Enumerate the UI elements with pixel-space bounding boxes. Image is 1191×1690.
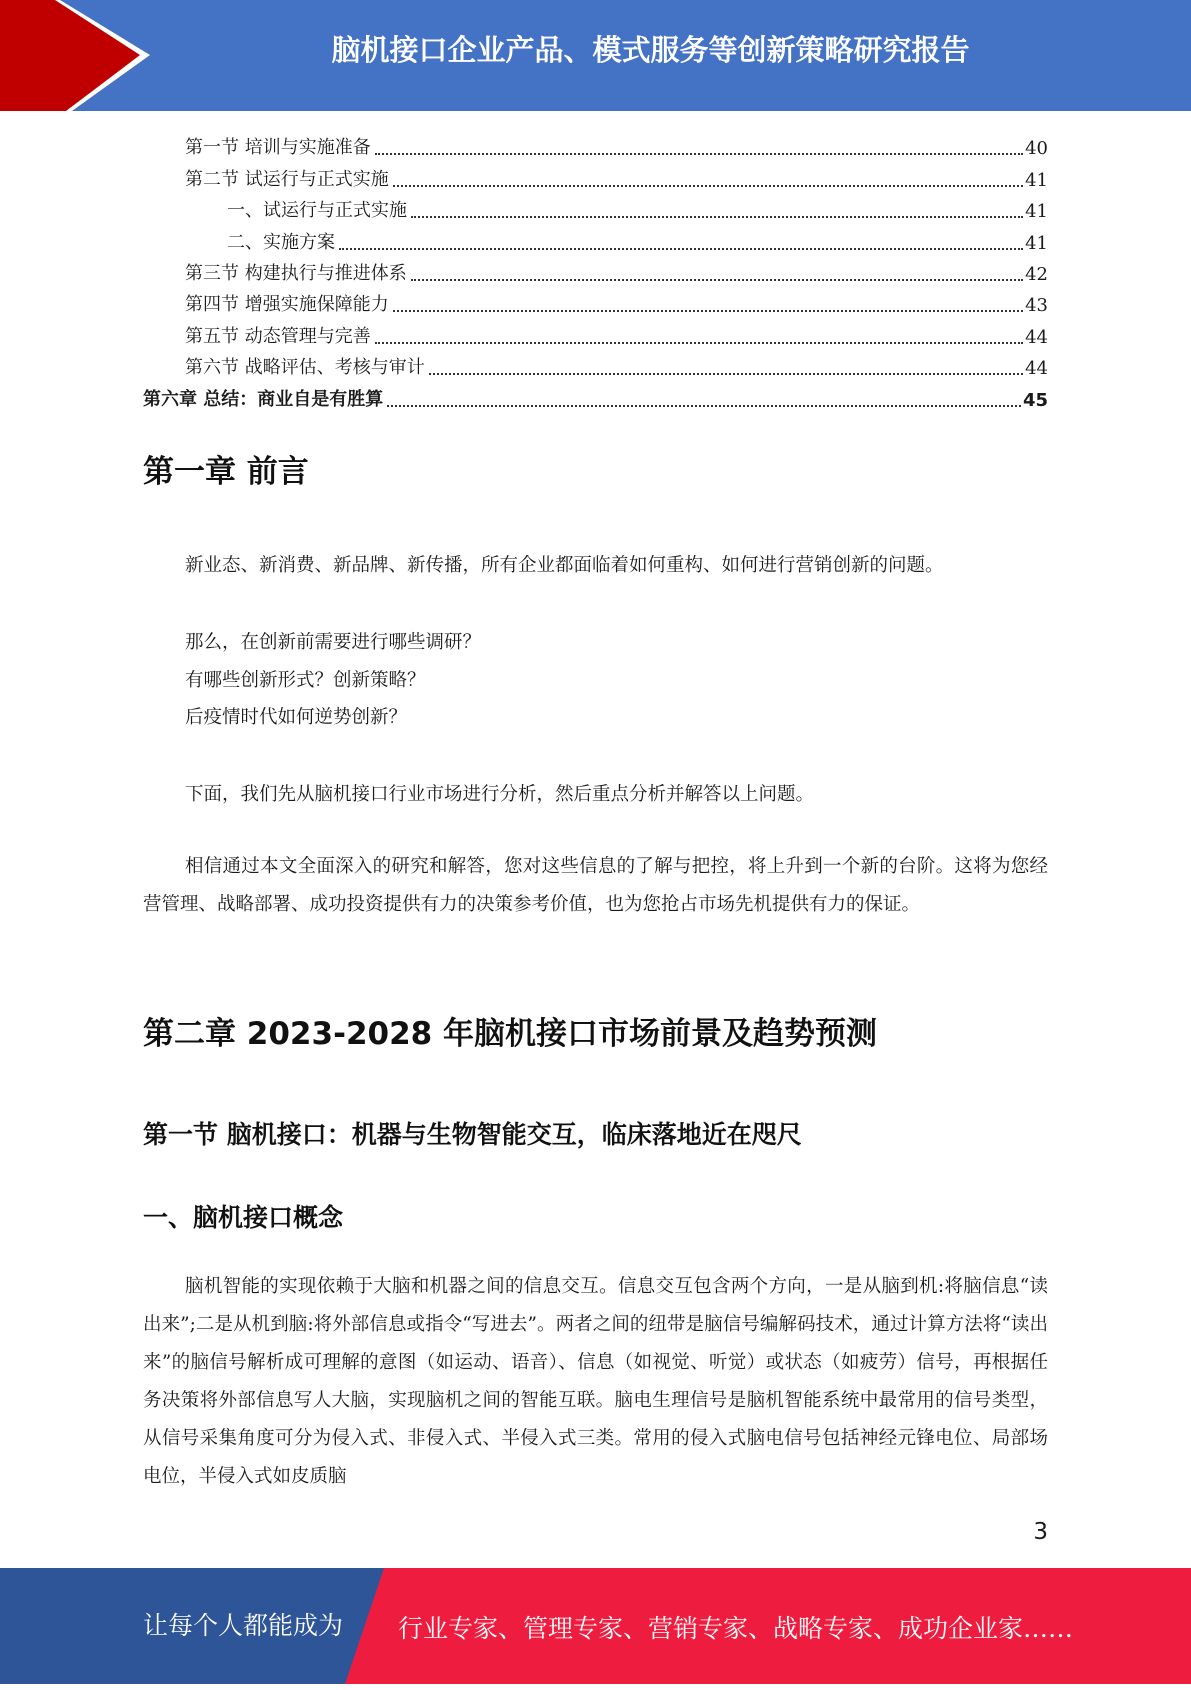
preface-paragraph-2: 下面，我们先从脑机接口行业市场进行分析，然后重点分析并解答以上问题。 bbox=[185, 784, 815, 805]
toc-entry-label: 二、实施方案 bbox=[227, 231, 335, 253]
toc-leader-dots bbox=[387, 405, 1021, 407]
toc-leader-dots bbox=[393, 185, 1023, 187]
toc-leader-dots bbox=[429, 373, 1023, 375]
toc-entry-page: 44 bbox=[1025, 326, 1048, 348]
footer-slogan-right: 行业专家、管理专家、营销专家、战略专家、成功企业家…… bbox=[398, 1614, 1074, 1643]
toc-entry-label: 第三节 构建执行与推进体系 bbox=[185, 262, 407, 284]
page-footer bbox=[0, 1568, 1191, 1684]
toc-entry-page: 40 bbox=[1025, 138, 1048, 160]
preface-question-3: 后疫情时代如何逆势创新？ bbox=[185, 707, 408, 728]
toc-entry-label: 第四节 增强实施保障能力 bbox=[185, 294, 389, 316]
toc-leader-dots bbox=[411, 279, 1023, 281]
page-number: 3 bbox=[1033, 1519, 1048, 1545]
preface-question-2: 有哪些创新形式？创新策略？ bbox=[185, 670, 426, 691]
chapter-1-heading: 第一章 前言 bbox=[143, 454, 309, 490]
table-of-contents bbox=[143, 128, 1048, 411]
page-header bbox=[0, 0, 1191, 111]
toc-leader-dots bbox=[411, 216, 1023, 218]
toc-entry[interactable] bbox=[143, 254, 1048, 285]
section-1-heading: 第一节 脑机接口：机器与生物智能交互，临床落地近在咫尺 bbox=[143, 1120, 802, 1149]
preface-paragraph-3: 相信通过本文全面深入的研究和解答，您对这些信息的了解与把控，将上升到一个新的台阶。这将为您经营管理、战略部署、成功投资提供有力的决策参考价值，也为您抢占市场先机提供有力的保证。 bbox=[143, 856, 1048, 915]
header-title: 脑机接口企业产品、模式服务等创新策略研究报告 bbox=[331, 33, 970, 67]
toc-entry-page: 41 bbox=[1025, 232, 1048, 254]
toc-entry-label: 一、试运行与正式实施 bbox=[227, 200, 407, 222]
toc-entry-label: 第五节 动态管理与完善 bbox=[185, 325, 371, 347]
toc-entry-page: 44 bbox=[1025, 358, 1048, 380]
toc-entry-page: 41 bbox=[1025, 169, 1048, 191]
toc-entry-label: 第一节 培训与实施准备 bbox=[185, 137, 371, 159]
concept-paragraph: 脑机智能的实现依赖于大脑和机器之间的信息交互。信息交互包含两个方向，一是从脑到机:将脑信息“读出来”;二是从机到脑:将外部信息或指令“写进去”。两者之间的纽带是脑信号编解码技术，通过计算方法将“读出来”的脑信号解析成可理解的意图（如运动、语音）、信息（如视觉、听觉）或状态（如疲劳）信号，再根据任务决策将外部信息写人大脑，实现脑机之间的智能互联。脑电生理信号是脑机智能系统中最常用的信号类型，从信号采集角度可分为侵入式、非侵入式、半侵入式三类。常用的侵入式脑电信号包括神经元锋电位、局部场电位，半侵入式如皮质脑 bbox=[143, 1276, 1048, 1487]
toc-entry-page: 42 bbox=[1025, 263, 1048, 285]
toc-leader-dots bbox=[375, 153, 1023, 155]
chapter-2-heading: 第二章 2023-2028 年脑机接口市场前景及趋势预测 bbox=[143, 1016, 878, 1052]
toc-entry[interactable] bbox=[143, 222, 1048, 253]
toc-leader-dots bbox=[339, 248, 1023, 250]
toc-leader-dots bbox=[393, 310, 1023, 312]
toc-entry-page: 41 bbox=[1025, 201, 1048, 223]
toc-entry-label: 第二节 试运行与正式实施 bbox=[185, 168, 389, 190]
toc-entry[interactable] bbox=[143, 159, 1048, 190]
toc-entry[interactable] bbox=[143, 128, 1048, 159]
toc-entry-page: 45 bbox=[1022, 389, 1048, 411]
toc-entry[interactable] bbox=[143, 285, 1048, 316]
toc-entry-label: 第六节 战略评估、考核与审计 bbox=[185, 357, 425, 379]
toc-entry[interactable] bbox=[143, 348, 1048, 379]
toc-entry[interactable] bbox=[143, 191, 1048, 222]
toc-entry[interactable] bbox=[143, 379, 1048, 410]
footer-slogan-left: 让每个人都能成为 bbox=[143, 1611, 344, 1640]
toc-entry[interactable] bbox=[143, 316, 1048, 347]
toc-entry-label: 第六章 总结：商业自是有胜算 bbox=[143, 388, 384, 410]
preface-paragraph-1: 新业态、新消费、新品牌、新传播，所有企业都面临着如何重构、如何进行营销创新的问题。 bbox=[185, 555, 944, 576]
subsection-1-heading: 一、脑机接口概念 bbox=[143, 1203, 344, 1232]
preface-question-1: 那么，在创新前需要进行哪些调研？ bbox=[185, 632, 482, 653]
toc-leader-dots bbox=[375, 342, 1023, 344]
toc-entry-page: 43 bbox=[1025, 295, 1048, 317]
